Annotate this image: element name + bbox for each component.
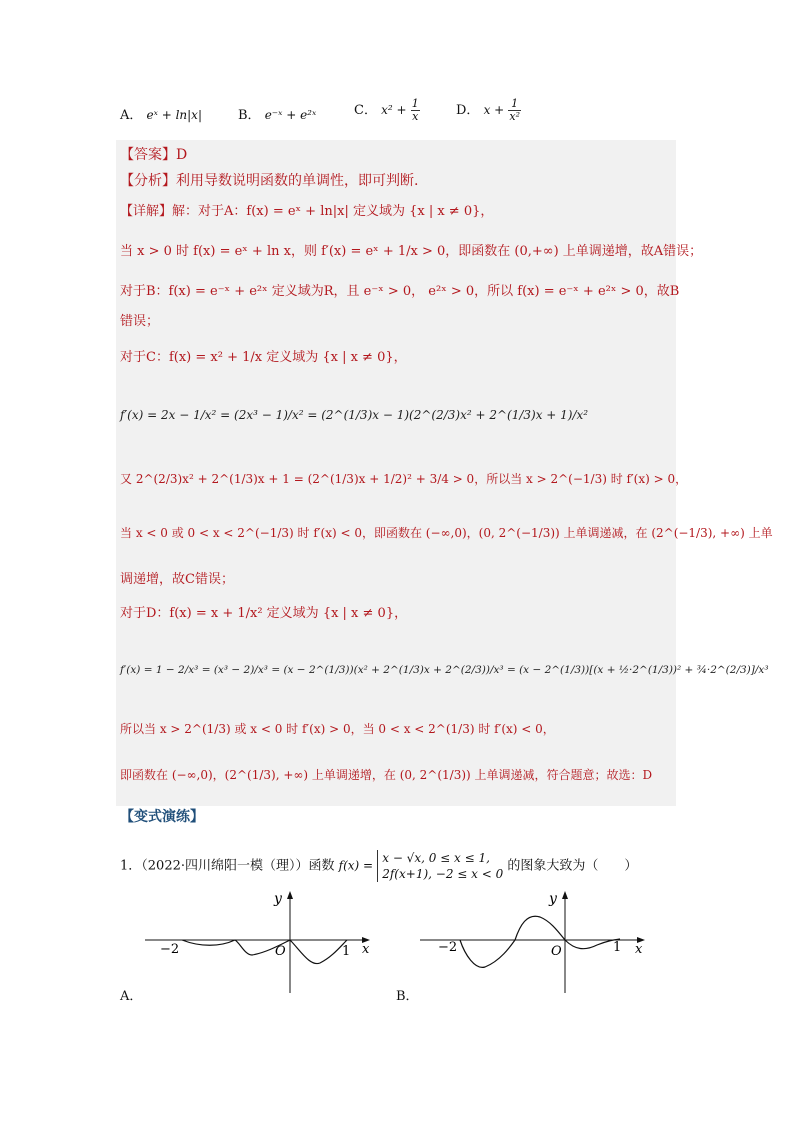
option-a-label: A． [120,108,143,123]
graph-b-origin: O [551,944,562,959]
detail-line-6: f′(x) = 2x − 1/x² = (2x³ − 1)/x² = (2^(1/3)x − 1)(2^(2/3)x² + 2^(1/3)x + 1)/x² [120,408,589,422]
section-title: 【变式演练】 [120,809,204,825]
graph-b-x-label: x [635,942,643,957]
graph-b-tick-neg2: −2 [438,940,458,955]
graph-b-y-arrow [562,891,568,899]
option-c-label: C． [354,103,377,118]
option-a [120,104,202,123]
option-d [456,98,521,123]
graph-b-label: B． [396,989,419,1004]
option-d-expr: x + [483,103,505,117]
detail-line-9: 调递增，故C错误； [120,572,234,587]
answer-tag: 【答案】 [120,147,176,163]
answer-line [120,144,187,164]
detail-line-2: 当 x > 0 时 f(x) = eˣ + ln x，则 f′(x) = eˣ + 1/x > 0，即函数在 (0,+∞) 上单调递增，故A错误； [120,244,703,259]
detail-line-8: 当 x < 0 或 0 < x < 2^(−1/3) 时 f′(x) < 0，即函数在 (−∞,0)，(0, 2^(−1/3)) 上单调递减，在 (2^(−1/3), +∞) 上单 [120,526,773,540]
detail-line-12: 所以当 x > 2^(1/3) 或 x < 0 时 f′(x) > 0，当 0 < x < 2^(1/3) 时 f′(x) < 0， [120,722,555,736]
detail-line-1 [120,200,493,219]
answer-value: D [176,147,188,163]
detail-line-11: f′(x) = 1 − 2/x³ = (x³ − 2)/x³ = (x − 2^(1/3))(x² + 2^(1/3)x + 2^(2/3))/x³ = (x − 2^(1/3))[(x + ½·2^(1/3))² + ¾·2^(2/3)]/x³ [120,664,769,676]
graph-a [140,885,380,995]
graph-b [415,885,655,995]
option-c [354,98,420,123]
analysis-text: 利用导数说明函数的单调性，即可判断. [176,173,419,189]
option-c-expr: x² + [381,103,407,117]
problem-prefix: 1．（2022·四川绵阳一模（理））函数 [120,858,335,874]
graph-a-y-arrow [287,891,293,899]
graph-b-y-label: y [549,891,557,907]
detail-line-5: 对于C：f(x) = x² + 1/x 定义域为 {x | x ≠ 0}， [120,350,407,365]
option-d-label: D． [456,103,480,118]
graph-a-label: A． [120,989,143,1004]
option-c-numerator: 1 [411,97,419,110]
graph-a-y-label: y [274,891,282,907]
graph-a-tick-1: 1 [342,944,351,959]
detail-line-10: 对于D：f(x) = x + 1/x² 定义域为 {x | x ≠ 0}， [120,606,408,621]
piecewise-line-1: x − √x, 0 ≤ x ≤ 1, [382,851,490,865]
option-b [238,104,316,123]
graph-a-x-label: x [362,942,370,957]
graph-b-curve [460,916,620,967]
problem-suffix: 的图象大致为（ ） [507,858,638,874]
detail-text-1: 解：对于A：f(x) = eˣ + ln|x| 定义域为 {x | x ≠ 0}， [172,204,494,219]
graph-b-tick-1: 1 [613,940,622,955]
graph-a-curve [182,940,347,964]
detail-line-3: 对于B：f(x) = e⁻ˣ + e²ˣ 定义域为R，且 e⁻ˣ > 0， e²ˣ > 0，所以 f(x) = e⁻ˣ + e²ˣ > 0，故B [120,284,680,299]
detail-line-7: 又 2^(2/3)x² + 2^(1/3)x + 1 = (2^(1/3)x + 1/2)² + 3/4 > 0，所以当 x > 2^(−1/3) 时 f′(x) > 0， [120,472,688,486]
option-d-numerator: 1 [508,98,521,111]
detail-tag: 【详解】 [120,204,173,219]
piecewise-definition [377,850,503,882]
piecewise-line-2: 2f(x+1), −2 ≤ x < 0 [382,867,504,881]
option-c-denominator: x [412,110,419,123]
detail-line-13: 即函数在 (−∞,0)，(2^(1/3), +∞) 上单调递增，在 (0, 2^(1/3)) 上单调递减，符合题意；故选：D [120,768,653,782]
option-d-denominator: x² [509,110,520,123]
problem-statement: 1．（2022·四川绵阳一模（理））函数 f(x) = x − √x, 0 ≤ x ≤ 1, 2f(x+1), −2 ≤ x < 0 的图象大致为（ ） [120,851,638,881]
graph-a-origin: O [275,944,286,959]
analysis-tag: 【分析】 [120,173,176,189]
option-a-expr: eˣ + ln|x| [146,108,202,122]
analysis-line [120,170,418,190]
option-b-expr: e⁻ˣ + e²ˣ [264,108,317,122]
option-b-label: B． [238,108,261,123]
graph-a-tick-neg2: −2 [160,942,180,957]
detail-line-4: 错误； [120,314,160,329]
